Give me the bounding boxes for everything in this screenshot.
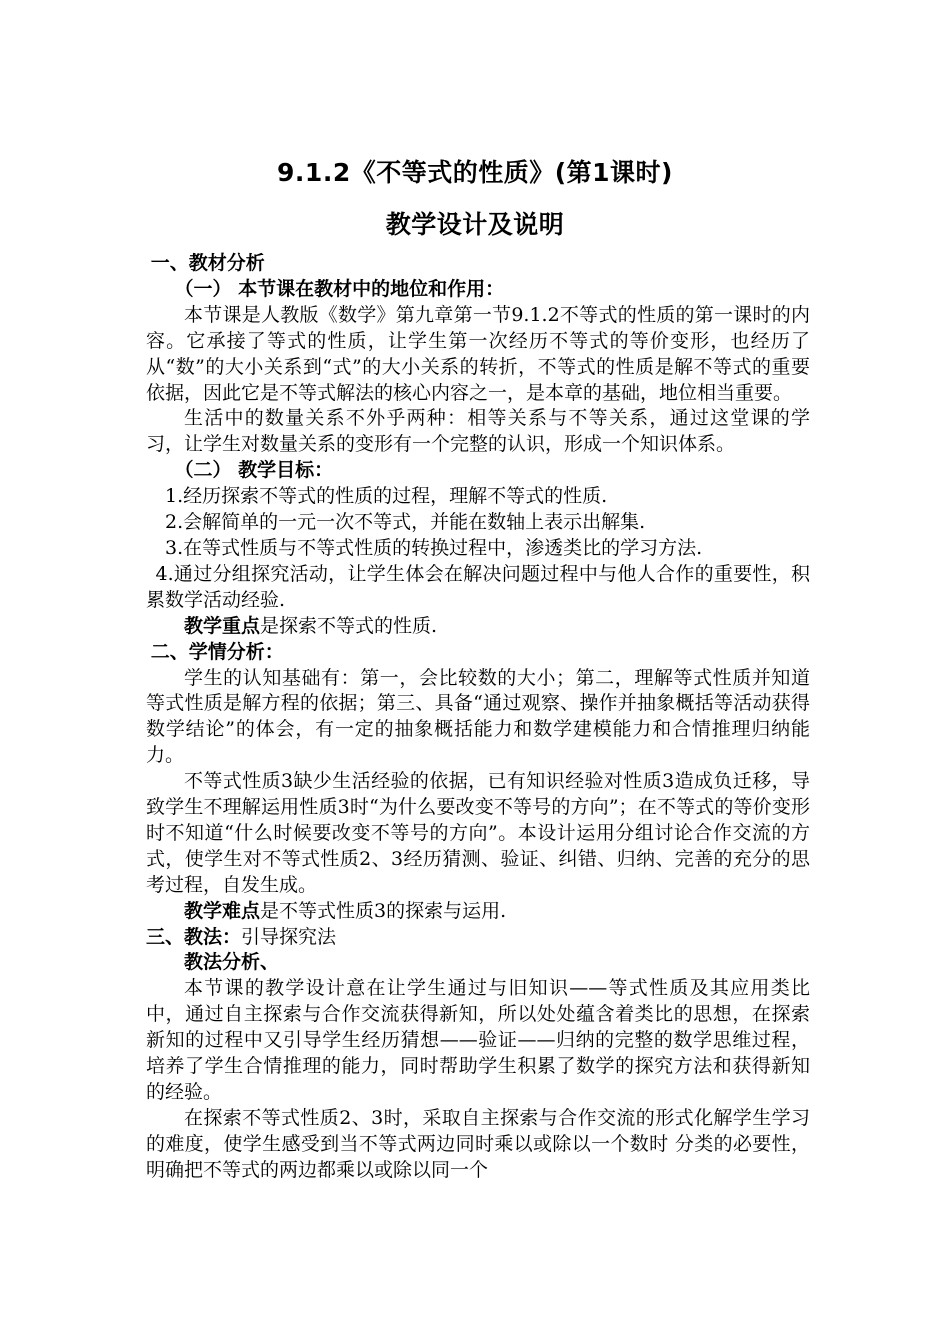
document-body [146,251,810,1184]
section-heading-teaching-method [146,925,810,951]
section-heading-student-analysis: 二、学情分析： [150,640,284,663]
subsection-heading-position-role: （一） 本节课在教材中的地位和作用： [174,277,505,300]
teaching-key-point [146,614,810,640]
key-point-label: 教学重点 [184,614,261,637]
paragraph-quantity-relations: 生活中的数量关系不外乎两种：相等关系与不等关系，通过这堂课的学习，让学生对数量关系的变形有一个完整的认识，形成一个知识体系。 [146,407,810,456]
paragraph-property-exploration: 在探索不等式性质2、3时，采取自主探索与合作交流的形式化解学生学习的难度，使学生感受到当不等式两边同时乘以或除以一个数时 分类的必要性，明确把不等式的两边都乘以或除以同一个 [146,1106,810,1181]
goal-item-1: 1.经历探索不等式的性质的过程，理解不等式的性质. [165,485,608,508]
subsection-heading-method-analysis: 教法分析、 [184,951,280,974]
paragraph-method-analysis: 本节课的教学设计意在让学生通过与旧知识——等式性质及其应用类比中，通过自主探索与合作交流获得新知，所以处处蕴含着类比的思想，在探索新知的过程中又引导学生经历猜想——验证——归纳的完整的数学思维过程，培养了学生合情推理的能力，同时帮助学生积累了数学的探究方法和获得新知的经验。 [146,977,810,1103]
paragraph-cognitive-basis: 学生的认知基础有：第一，会比较数的大小；第二，理解等式性质并知道等式性质是解方程的依据；第三、具备“通过观察、操作并抽象概括等活动获得数学结论”的体会，有一定的抽象概括能力和数学建模能力和合情推理归纳能力。 [146,666,810,767]
goal-item-3: 3.在等式性质与不等式性质的转换过程中，渗透类比的学习方法. [165,536,703,559]
teaching-difficulty [146,899,810,925]
difficulty-text: 是不等式性质3的探索与运用. [260,899,507,922]
difficulty-label: 教学难点 [184,899,261,922]
goal-item-2: 2.会解简单的一元一次不等式，并能在数轴上表示出解集. [165,511,646,534]
teaching-method-text: 引导探究法 [241,925,337,948]
document-subtitle: 教学设计及说明 [385,210,565,239]
paragraph-property-3-difficulty: 不等式性质3缺少生活经验的依据，已有知识经验对性质3造成负迁移，导致学生不理解运用性质3时“为什么要改变不等号的方向”；在不等式的等价变形时不知道“什么时候要改变不等号的方向”。本设计运用分组讨论合作交流的方式，使学生对不等式性质2、3经历猜测、验证、纠错、归纳、完善的充分的思考过程，自发生成。 [146,770,810,896]
document-title: 9.1.2《不等式的性质》(第1课时) [277,158,673,187]
subsection-heading-teaching-goals: （二） 教学目标： [174,459,334,482]
section-heading-textbook-analysis: 一、教材分析 [150,252,265,274]
paragraph-position-role: 本节课是人教版《数学》第九章第一节9.1.2不等式的性质的第一课时的内容。它承接了等式的性质，让学生第一次经历不等式的等价变形，也经历了从“数”的大小关系到“式”的大小关系的转折，不等式的性质是解不等式的重要依据，因此它是不等式解法的核心内容之一，是本章的基础，地位相当重要。 [146,303,810,404]
key-point-text: 是探索不等式的性质. [260,614,438,637]
goal-item-4: 4.通过分组探究活动，让学生体会在解决问题过程中与他人合作的重要性，积累数学活动经验. [146,562,810,611]
teaching-method-label: 三、教法： [146,925,242,948]
